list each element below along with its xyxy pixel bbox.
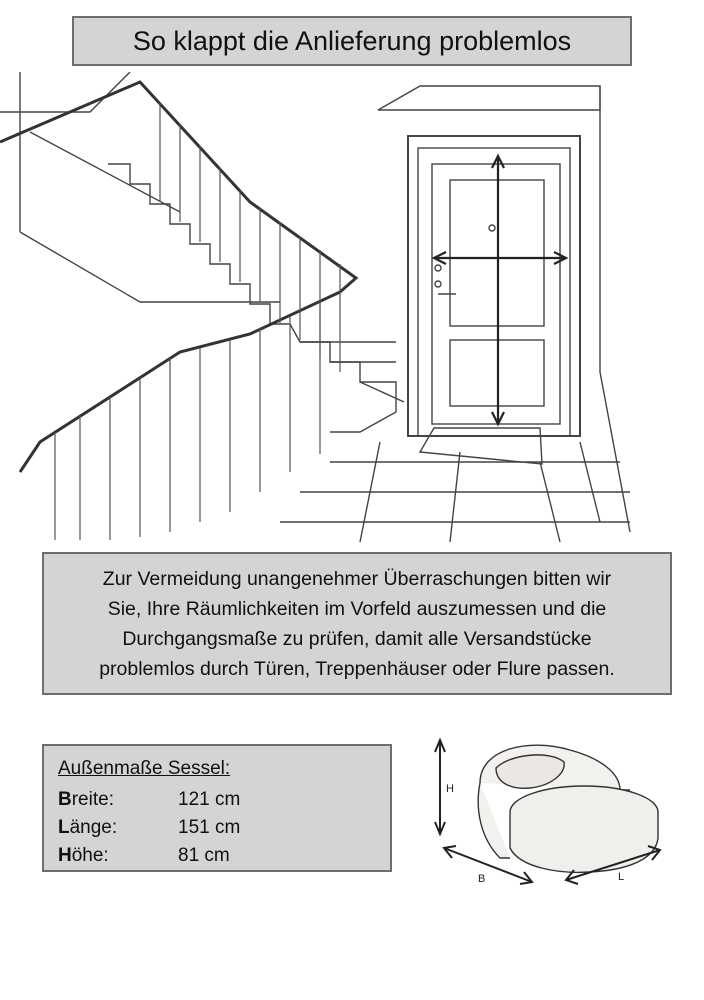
delivery-notice-text — [99, 564, 615, 684]
page-title: So klappt die Anlieferung problemlos — [132, 25, 572, 56]
notice-line: Zur Vermeidung unangenehmer Überraschungen bitten wir — [102, 567, 612, 590]
dimension-label: Höhe: — [58, 845, 109, 866]
notice-line: Durchgangsmaße zu prüfen, damit alle Versandstücke — [122, 627, 592, 650]
page-title-box — [72, 16, 632, 66]
armchair-illustration — [478, 745, 658, 872]
length-label: L — [618, 871, 625, 883]
dimension-value: 81 cm — [178, 845, 230, 866]
dimension-row-width — [58, 786, 376, 814]
dimensions-title: Außenmaße Sessel: — [58, 758, 231, 779]
dimension-row-length — [58, 814, 376, 842]
chair-dimensions-box — [42, 744, 392, 872]
width-label: B — [478, 873, 486, 885]
dimension-value: 151 cm — [178, 817, 241, 838]
staircase-door-illustration — [0, 72, 704, 542]
height-label: H — [446, 783, 454, 795]
delivery-notice — [42, 552, 672, 695]
dimension-value: 121 cm — [178, 789, 241, 810]
notice-line: problemlos durch Türen, Treppenhäuser oder Flure passen. — [99, 657, 615, 680]
dimension-label: Breite: — [58, 789, 114, 810]
notice-line: Sie, Ihre Räumlichkeiten im Vorfeld auszumessen und die — [107, 597, 607, 620]
dimension-row-height — [58, 842, 376, 870]
dimension-label: Länge: — [58, 817, 118, 838]
armchair-dimension-diagram — [420, 728, 690, 898]
